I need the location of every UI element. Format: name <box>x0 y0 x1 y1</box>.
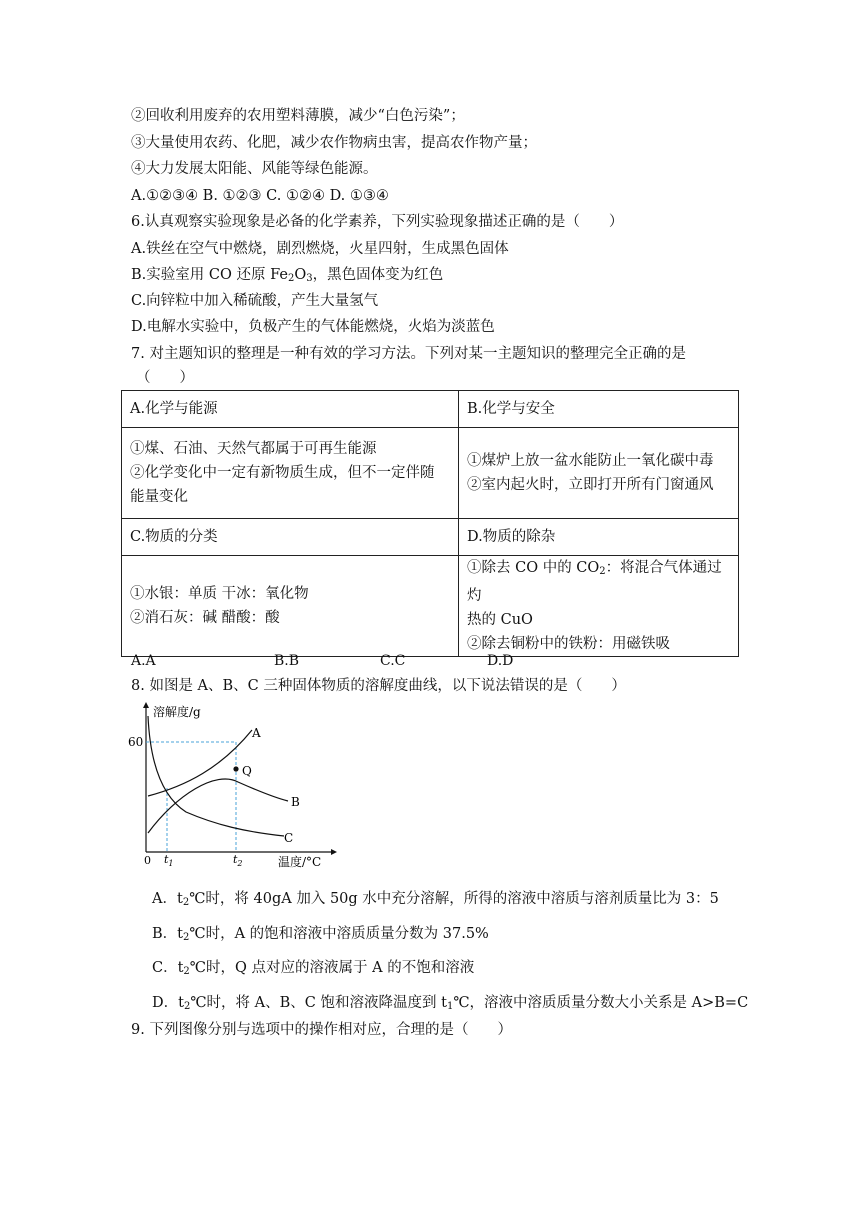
table-cell-b-head: B.化学与安全 <box>459 391 739 428</box>
q6-stem: 6.认真观察实验现象是必备的化学素养，下列实验现象描述正确的是（ ） <box>131 214 624 230</box>
q5-option-2: ②回收利用废弃的农用塑料薄膜，减少“白色污染”； <box>131 108 465 124</box>
table-cell-a-body: ①煤、石油、天然气都属于可再生能源 ②化学变化中一定有新物质生成，但不一定伴随 能量变化 <box>122 428 459 519</box>
table-cell-b-body: ①煤炉上放一盆水能防止一氧化碳中毒 ②室内起火时，立即打开所有门窗通风 <box>459 428 739 519</box>
q7-option-d: D.D <box>487 653 514 669</box>
q6-choice-d: D.电解水实验中，负极产生的气体能燃烧，火焰为淡蓝色 <box>131 319 495 335</box>
q5-option-4: ④大力发展太阳能、风能等绿色能源。 <box>131 161 378 177</box>
y-tick-60: 60 <box>128 735 144 749</box>
q8-answer-a: A．$t_2℃$时，将 40gA 加入 50g 水中充分溶解，所得的溶液中溶质与溶剂质量比为 3：5 <box>152 891 719 908</box>
q7-option-c: C.C <box>380 653 406 669</box>
q5-choices: A.①②③④ B. ①②③ C. ①②④ D. ①③④ <box>131 188 389 204</box>
q9-stem: 9. 下列图像分别与选项中的操作相对应，合理的是（ ） <box>131 1022 512 1038</box>
curve-c-label: C <box>284 831 294 845</box>
x-axis-label: 温度/°C <box>278 855 322 869</box>
point-q-label: Q <box>242 764 252 778</box>
q5-option-3: ③大量使用农药、化肥，减少农作物病虫害，提高农作物产量； <box>131 135 537 151</box>
y-axis-label: 溶解度/g <box>153 705 201 719</box>
q6-choice-c: C.向锌粒中加入稀硫酸，产生大量氢气 <box>131 293 379 309</box>
x-tick-t1: $t_1$ <box>164 853 174 868</box>
q7-table <box>121 390 739 657</box>
q6-choice-b: B.实验室用 CO 还原 $Fe_2O_3$，黑色固体变为红色 <box>131 267 444 284</box>
table-cell-a-head: A.化学与能源 <box>122 391 459 428</box>
curve-a-label: A <box>252 726 261 740</box>
q6-choice-a: A.铁丝在空气中燃烧，剧烈燃烧，火星四射，生成黑色固体 <box>131 241 509 257</box>
table-cell-c-head: C.物质的分类 <box>122 519 459 556</box>
q7-option-b: B.B <box>274 653 300 669</box>
q8-answer-c: C．$t_2℃$时，Q 点对应的溶液属于 A 的不饱和溶液 <box>152 960 475 977</box>
origin-label: 0 <box>144 854 151 867</box>
table-cell-d-head: D.物质的除杂 <box>459 519 739 556</box>
q7-stem: 7. 对主题知识的整理是一种有效的学习方法。下列对某一主题知识的整理完全正确的是 <box>131 346 686 362</box>
curve-b-label: B <box>291 795 300 809</box>
x-tick-t2: $t_2$ <box>233 853 243 868</box>
table-cell-c-body: ①水银：单质 干冰：氧化物 ②消石灰：碱 醋酸：酸 <box>122 556 459 657</box>
table-cell-d-body: ①除去 CO 中的 $CO_2$：将混合气体通过灼 热的 CuO ②除去铜粉中的铁粉：用磁铁吸 <box>459 556 739 657</box>
solubility-curve-graph <box>126 700 346 875</box>
q8-answer-d: D．$t_2℃$时，将 A、B、C 饱和溶液降温度到 $t_1℃$，溶液中溶质质量分数大小关系是 A>B=C <box>152 995 749 1012</box>
q8-answer-b: B．$t_2℃$时，A 的饱和溶液中溶质质量分数为 37.5% <box>152 926 489 943</box>
q7-stem-bracket: （ ） <box>136 370 194 386</box>
q8-stem: 8. 如图是 A、B、C 三种固体物质的溶解度曲线，以下说法错误的是（ ） <box>131 678 626 694</box>
q7-option-a: A.A <box>131 653 156 669</box>
